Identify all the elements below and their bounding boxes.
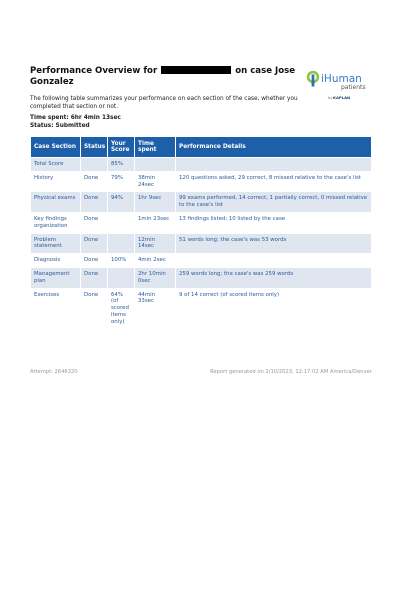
table-row: [31, 233, 372, 254]
meta-block: [30, 115, 372, 130]
table-row: [31, 158, 372, 172]
cell-details: [176, 254, 372, 268]
cell-time: 4min 2sec: [135, 254, 176, 268]
cell-section: Problem statement: [31, 233, 81, 254]
cell-score: [108, 212, 135, 233]
cell-section: Key findings organization: [31, 212, 81, 233]
attempt-id: Attempt: 2646320: [30, 369, 78, 375]
cell-section: Management plan: [31, 267, 81, 288]
cell-time: 44min 33sec: [135, 288, 176, 329]
table-row: [31, 288, 372, 329]
cell-score: 100%: [108, 254, 135, 268]
cell-section: Diagnosis: [31, 254, 81, 268]
logo-by: by: [328, 96, 333, 100]
generated-timestamp: Report generated on 2/10/2023, 12:17:02 AM America/Denver: [210, 369, 372, 375]
cell-status: Done: [81, 212, 108, 233]
page-title: [30, 66, 300, 88]
table-row: [31, 192, 372, 213]
cell-time: 2hr 10min 0sec: [135, 267, 176, 288]
report-page: [30, 66, 372, 330]
performance-table: [30, 136, 372, 330]
table-row: [31, 254, 372, 268]
cell-section: History: [31, 171, 81, 192]
cell-score: 94%: [108, 192, 135, 213]
title-prefix: Performance Overview for: [30, 66, 158, 76]
cell-details: 120 questions asked, 29 correct, 8 missed relative to the case's list: [176, 171, 372, 192]
cell-details: 99 exams performed, 14 correct, 1 partially correct, 0 missed relative to the case's list: [176, 192, 372, 213]
cell-score: [108, 233, 135, 254]
cell-details: 51 words long; the case's was 53 words: [176, 233, 372, 254]
logo-brand: iHuman: [321, 73, 362, 85]
header-status: Status: [81, 137, 108, 158]
header-performance-details: Performance Details: [176, 137, 372, 158]
cell-details: [176, 158, 372, 172]
cell-status: [81, 158, 108, 172]
report-header: [30, 66, 372, 114]
cell-score: [108, 267, 135, 288]
cell-score: 85%: [108, 158, 135, 172]
table-row: [31, 212, 372, 233]
cell-status: Done: [81, 233, 108, 254]
time-spent: Time spent: 6hr 4min 13sec: [30, 115, 121, 121]
cell-status: Done: [81, 171, 108, 192]
cell-status: Done: [81, 267, 108, 288]
cell-status: Done: [81, 254, 108, 268]
status-line: Status: Submitted: [30, 122, 90, 129]
table-header-row: [31, 137, 372, 158]
cell-time: 12min 14sec: [135, 233, 176, 254]
cell-section: Total Score: [31, 158, 81, 172]
cell-section: Physical exams: [31, 192, 81, 213]
cell-section: Exercises: [31, 288, 81, 329]
cell-status: Done: [81, 192, 108, 213]
header-your-score: Your Score: [108, 137, 135, 158]
cell-status: Done: [81, 288, 108, 329]
cell-time: 1min 23sec: [135, 212, 176, 233]
logo-company: KAPLAN: [333, 95, 351, 100]
cell-time: 1hr 9sec: [135, 192, 176, 213]
cell-score: 79%: [108, 171, 135, 192]
cell-time: [135, 158, 176, 172]
cell-score: 64% (of scored items only): [108, 288, 135, 329]
header-case-section: Case Section: [31, 137, 81, 158]
logo-sub: patients: [341, 84, 366, 91]
ihuman-logo: [306, 68, 370, 112]
cell-details: 9 of 14 correct (of scored items only): [176, 288, 372, 329]
table-row: [31, 171, 372, 192]
title-suffix: on case Jose Gonzalez: [30, 66, 296, 87]
description: The following table summarizes your performance on each section of the case, whether you completed that section or not.: [30, 96, 298, 110]
cell-details: 259 words long; the case's was 259 words: [176, 267, 372, 288]
table-row: [31, 267, 372, 288]
cell-details: 13 findings listed; 10 listed by the case: [176, 212, 372, 233]
cell-time: 38min 24sec: [135, 171, 176, 192]
header-time-spent: Time spent: [135, 137, 176, 158]
report-footer: [30, 369, 372, 375]
redacted-name: [161, 66, 231, 74]
